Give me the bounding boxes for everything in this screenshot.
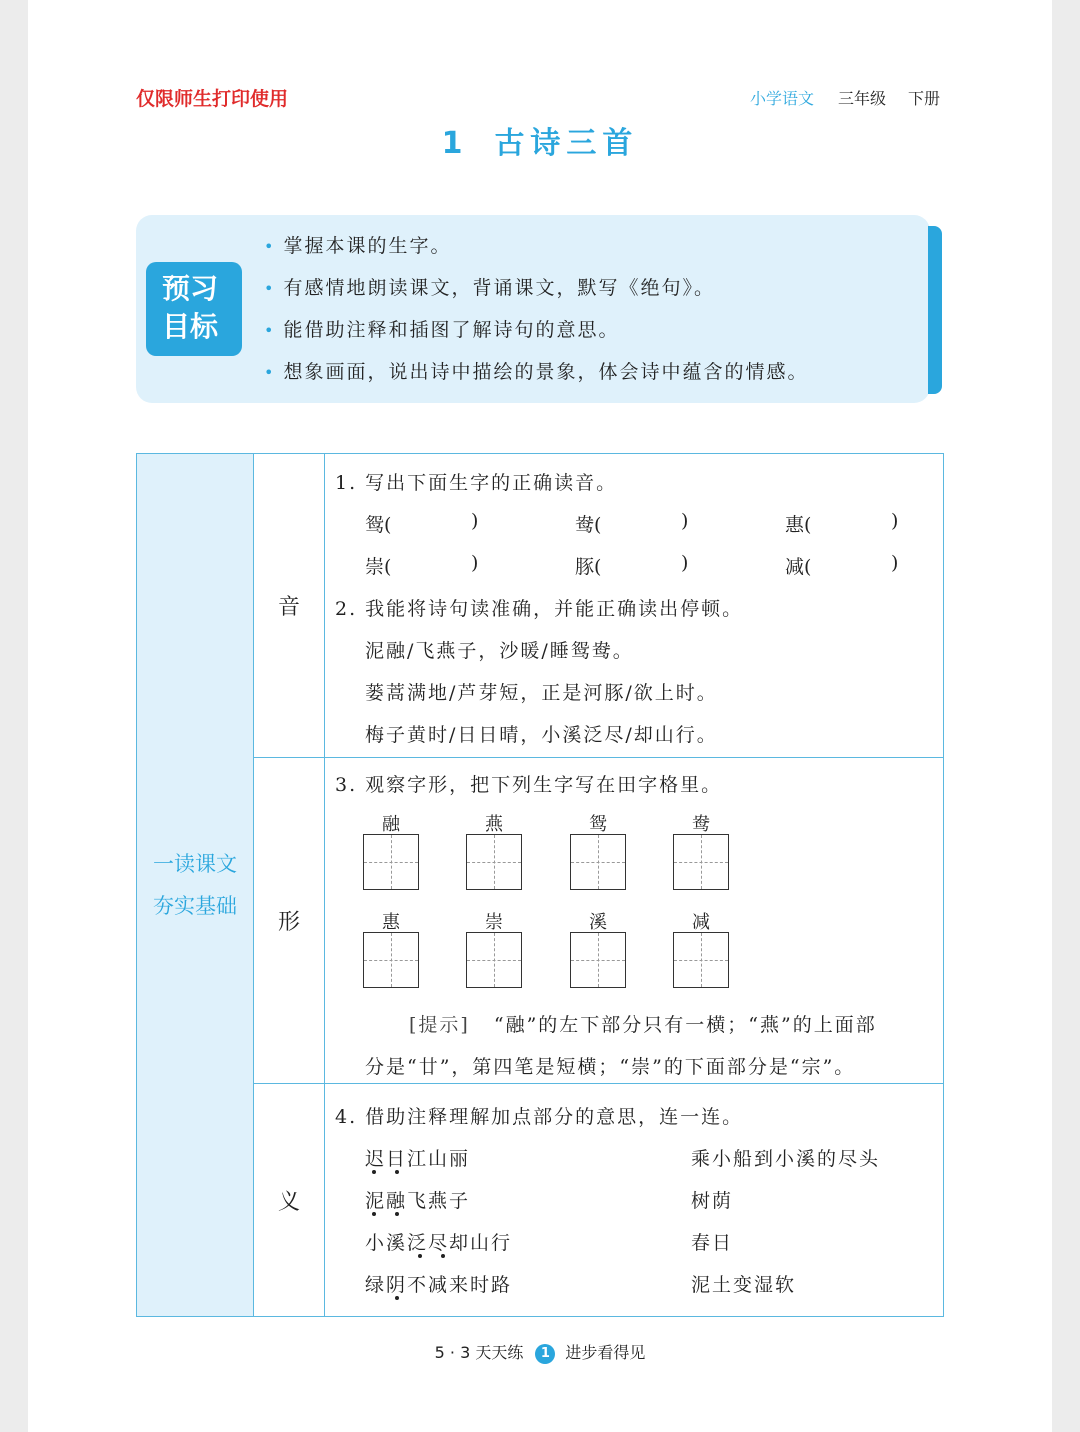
yin-content [325, 454, 944, 758]
yi-content [325, 1084, 944, 1317]
tianzige-grid[interactable] [363, 932, 419, 988]
preview-goals-badge [146, 262, 242, 356]
goal-list [264, 226, 808, 394]
emphasis-dot [395, 1296, 399, 1300]
grid-char-label: 崇 [485, 912, 503, 933]
pinyin-char: 减( [785, 556, 812, 578]
badge-line-2: 目标 [162, 310, 219, 343]
tianzige-grid[interactable] [570, 932, 626, 988]
emphasis-dot [395, 1212, 399, 1216]
grade-label: 三年级 [838, 89, 887, 108]
match-right-item[interactable]: 春日 [691, 1232, 734, 1254]
badge-line-1: 预习 [162, 272, 219, 305]
page-number-badge: 1 [535, 1344, 555, 1364]
tianzige-grid[interactable] [673, 932, 729, 988]
question-3: 3. 观察字形，把下列生字写在田字格里。 [335, 774, 723, 796]
goal-item: • 有感情地朗读课文，背诵课文，默写《绝句》。 [264, 277, 715, 299]
pinyin-char: 惠( [785, 514, 812, 536]
print-restriction-notice: 仅限师生打印使用 [136, 88, 289, 110]
emphasis-dot [372, 1212, 376, 1216]
pinyin-blank[interactable]: ) [891, 552, 899, 574]
match-left-item[interactable]: 小溪泛尽却山行 [365, 1232, 513, 1254]
bullet-icon: • [264, 237, 276, 256]
goal-item: • 能借助注释和插图了解诗句的意思。 [264, 319, 620, 341]
match-left-item[interactable]: 绿阴不减来时路 [365, 1274, 513, 1296]
tianzige-grid[interactable] [466, 834, 522, 890]
page-footer [28, 1340, 1052, 1364]
goal-item: • 掌握本课的生字。 [264, 235, 452, 257]
match-right-item[interactable]: 乘小船到小溪的尽头 [691, 1148, 881, 1170]
match-right-item[interactable]: 泥土变湿软 [691, 1274, 797, 1296]
pinyin-blank[interactable]: ) [681, 510, 689, 532]
lesson-number: 1 [441, 126, 469, 161]
bullet-icon: • [264, 279, 276, 298]
category-yin: 音 [254, 454, 325, 758]
grid-char-label: 溪 [589, 912, 607, 933]
section-side-label [137, 454, 254, 1317]
tianzige-grid[interactable] [570, 834, 626, 890]
pinyin-char: 豚( [575, 556, 602, 578]
exercise-table [136, 453, 944, 1317]
lesson-title-text: 古诗三首 [494, 126, 639, 161]
hint-line-2: 分是“廿”，第四笔是短横；“崇”的下面部分是“宗”。 [365, 1056, 856, 1078]
footer-brand: 5 · 3 天天练 [434, 1343, 524, 1362]
poem-line: 蒌蒿满地/芦芽短，正是河豚/欲上时。 [365, 682, 718, 704]
grid-char-label: 惠 [382, 912, 400, 933]
pinyin-char: 鸳( [365, 514, 392, 536]
bullet-icon: • [264, 321, 276, 340]
poem-line: 梅子黄时/日日晴，小溪泛尽/却山行。 [365, 724, 718, 746]
emphasis-dot [372, 1170, 376, 1174]
hint-line-1 [409, 1010, 877, 1037]
grid-char-label: 燕 [485, 814, 503, 835]
pinyin-blank[interactable]: ) [891, 510, 899, 532]
subject-label: 小学语文 [750, 89, 815, 108]
grid-char-label: 鸯 [692, 814, 710, 835]
question-2: 2. 我能将诗句读准确，并能正确读出停顿。 [335, 598, 744, 620]
grid-char-label: 减 [692, 912, 710, 933]
pinyin-blank[interactable]: ) [471, 510, 479, 532]
category-xing: 形 [254, 758, 325, 1084]
volume-label: 下册 [908, 89, 941, 108]
bullet-icon: • [264, 363, 276, 382]
pinyin-char: 崇( [365, 556, 392, 578]
goals-accent-bar [928, 226, 942, 394]
side-line-2: 夯实基础 [153, 894, 237, 918]
match-left-item[interactable]: 泥融飞燕子 [365, 1190, 471, 1212]
question-4: 4. 借助注释理解加点部分的意思，连一连。 [335, 1106, 744, 1128]
emphasis-dots [325, 1084, 943, 1317]
lesson-title [28, 118, 1052, 162]
category-yi: 义 [254, 1084, 325, 1317]
question-1: 1. 写出下面生字的正确读音。 [335, 472, 618, 494]
footer-slogan: 进步看得见 [565, 1343, 646, 1362]
hint-text: “融”的左下部分只有一横；“燕”的上面部 [493, 1014, 877, 1036]
tianzige-grid[interactable] [466, 932, 522, 988]
pinyin-char: 鸯( [575, 514, 602, 536]
hint-label: [提示] [409, 1014, 470, 1036]
match-left-item[interactable]: 迟日江山丽 [365, 1148, 471, 1170]
pinyin-blank[interactable]: ) [471, 552, 479, 574]
poem-line: 泥融/飞燕子，沙暖/睡鸳鸯。 [365, 640, 634, 662]
goal-item: • 想象画面，说出诗中描绘的景象，体会诗中蕴含的情感。 [264, 361, 809, 383]
pinyin-blank[interactable]: ) [681, 552, 689, 574]
worksheet-page [28, 0, 1052, 1432]
grid-char-label: 融 [382, 814, 400, 835]
grid-char-label: 鸳 [589, 814, 607, 835]
emphasis-dot [418, 1254, 422, 1258]
emphasis-dot [441, 1254, 445, 1258]
xing-content [325, 758, 944, 1084]
tianzige-grid[interactable] [673, 834, 729, 890]
match-right-item[interactable]: 树荫 [691, 1190, 734, 1212]
tianzige-grid[interactable] [363, 834, 419, 890]
emphasis-dot [395, 1170, 399, 1174]
side-line-1: 一读课文 [153, 852, 237, 876]
